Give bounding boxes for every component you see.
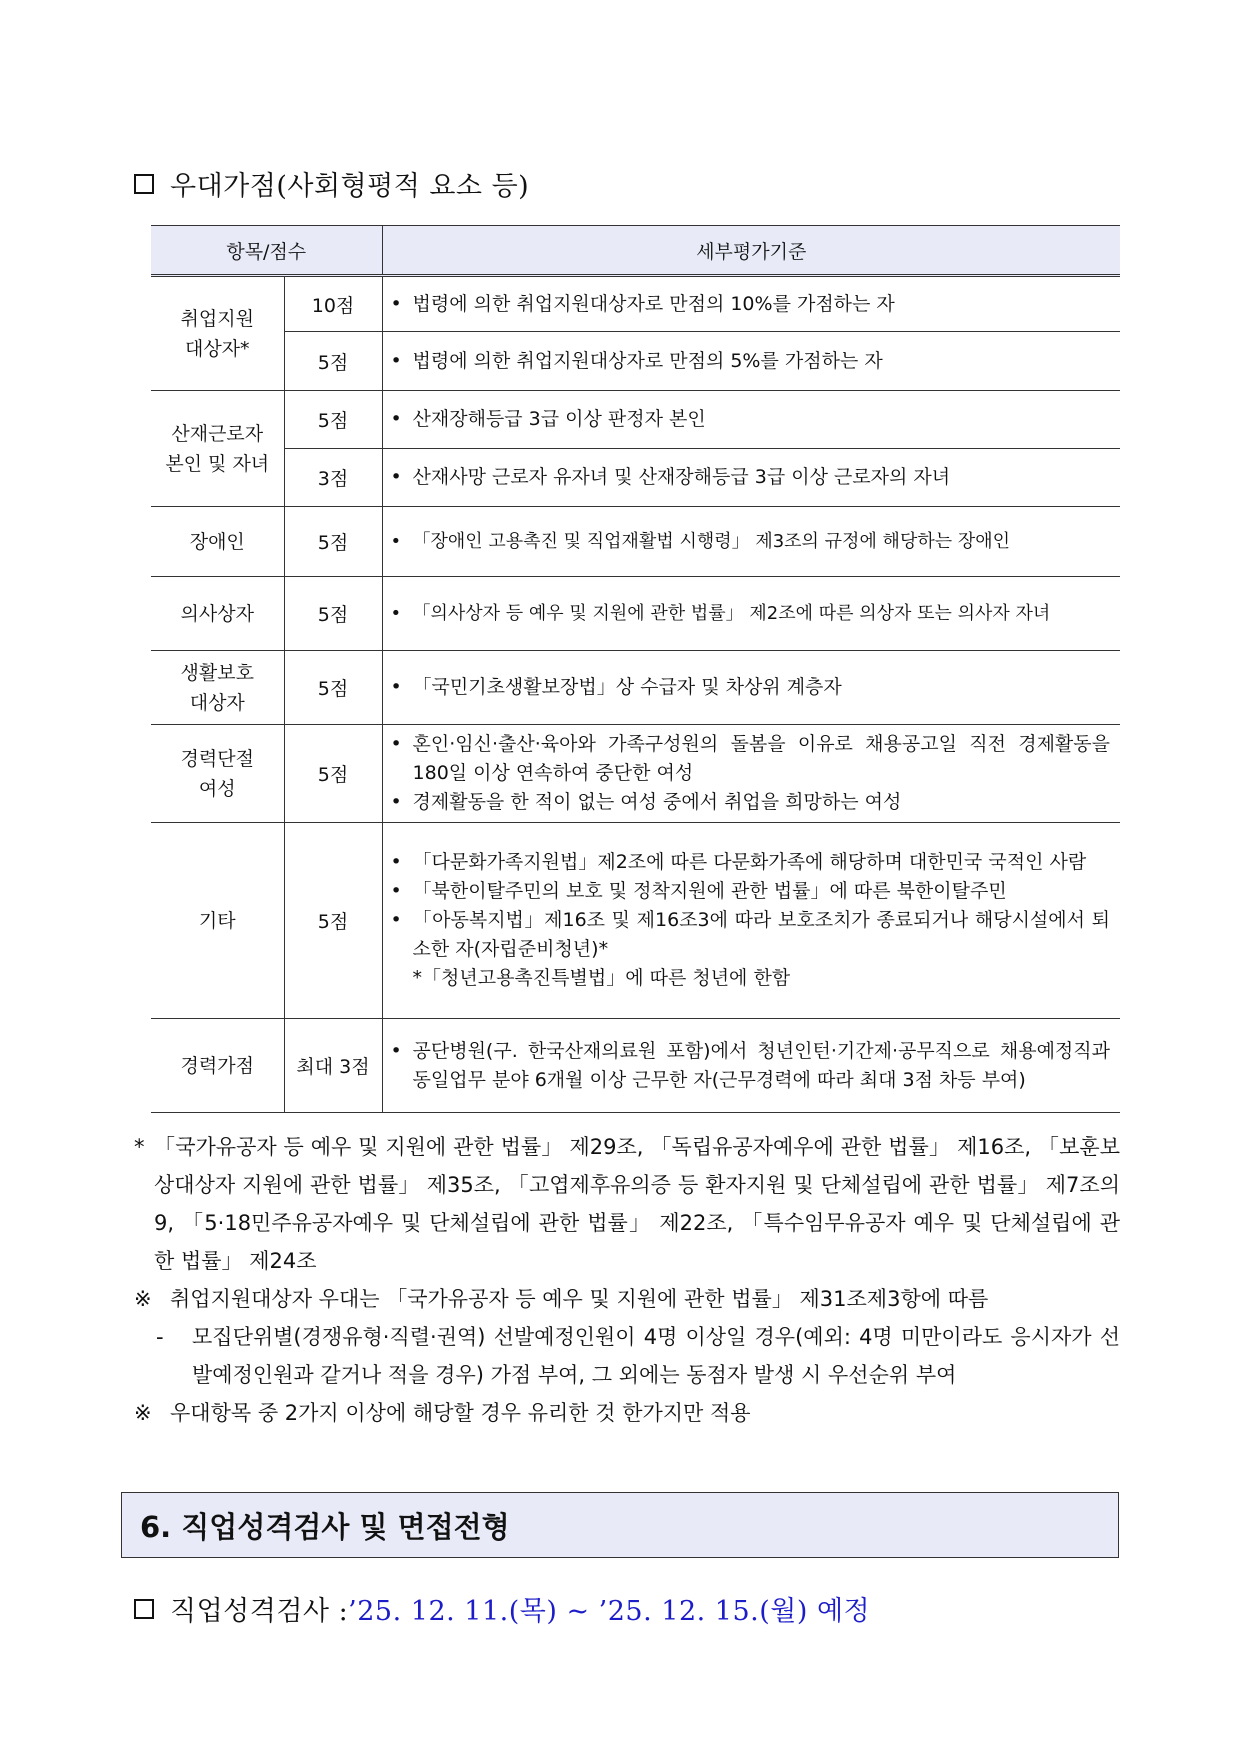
table-row xyxy=(151,332,1120,391)
score-cell: 10점 xyxy=(284,276,382,332)
preferential-points-heading xyxy=(134,164,529,203)
bullet: • xyxy=(390,349,402,372)
criteria-subnote: *「청년고용촉진특별법」에 따른 청년에 한함 xyxy=(412,967,791,989)
header-criteria: 세부평가기준 xyxy=(382,226,1120,276)
criteria-text: 「국민기초생활보장법」상 수급자 및 차상위 계층자 xyxy=(412,676,842,698)
criteria-cell xyxy=(382,725,1120,823)
note-item xyxy=(134,1280,1120,1318)
criteria-text: 법령에 의한 취업지원대상자로 만점의 10%를 가점하는 자 xyxy=(412,292,895,315)
note-text: 「국가유공자 등 예우 및 지원에 관한 법률」 제29조, 「독립유공자예우에 관한 법률」 제16조, 「보훈보상대상자 지원에 관한 법률」 제35조, 「고엽제후유의증 등 환자지원 및 단체설립에 관한 법률」 제7조의9, 「5·18민주유공자예우 및 단체설립에 관한 법률」 제22조, 「특수임무유공자 예우 및 단체설립에 관한 법률」 제24조 xyxy=(154,1135,1120,1273)
score-cell: 5점 xyxy=(284,507,382,577)
bullet: • xyxy=(390,292,402,315)
table-header-row xyxy=(151,226,1120,276)
note-item xyxy=(134,1394,1120,1432)
criteria-text: 「의사상자 등 예우 및 지원에 관한 법률」 제2조에 따른 의상자 또는 의사자 자녀 xyxy=(412,603,1051,624)
criteria-cell xyxy=(382,1019,1120,1113)
score-cell: 5점 xyxy=(284,332,382,391)
bullet: • xyxy=(390,1039,402,1062)
checkbox-square-icon xyxy=(134,1599,154,1619)
criteria-text: 경제활동을 한 적이 없는 여성 중에서 취업을 희망하는 여성 xyxy=(412,791,902,813)
bullet: • xyxy=(390,851,402,873)
bullet: • xyxy=(390,603,402,624)
bullet: • xyxy=(390,408,402,430)
note-text: 우대항목 중 2가지 이상에 해당할 경우 유리한 것 한가지만 적용 xyxy=(170,1401,751,1425)
item-disabled: 장애인 xyxy=(151,507,284,577)
bullet: • xyxy=(390,676,402,698)
table-row xyxy=(151,725,1120,823)
criteria-cell xyxy=(382,449,1120,507)
criteria-cell xyxy=(382,391,1120,449)
criteria-cell xyxy=(382,507,1120,577)
preferential-points-table xyxy=(151,225,1120,1113)
criteria-cell xyxy=(382,823,1120,1019)
criteria-text: 산재장해등급 3급 이상 판정자 본인 xyxy=(412,408,706,430)
score-cell: 5점 xyxy=(284,725,382,823)
score-cell: 5점 xyxy=(284,823,382,1019)
section-heading-text: 우대가점(사회형평적 요소 등) xyxy=(170,171,530,202)
section-6-title-box xyxy=(121,1492,1119,1558)
note-marker: ※ xyxy=(134,1401,152,1425)
table-row xyxy=(151,276,1120,332)
criteria-text: 「장애인 고용촉진 및 직업재활법 시행령」 제3조의 규정에 해당하는 장애인 xyxy=(412,531,1010,552)
item-employment-support: 취업지원 대상자* xyxy=(151,276,284,391)
criteria-text: 산재사망 근로자 유자녀 및 산재장해등급 3급 이상 근로자의 자녀 xyxy=(412,466,951,488)
table-row xyxy=(151,651,1120,725)
bullet: • xyxy=(390,909,402,931)
note-marker: ※ xyxy=(134,1287,152,1311)
note-item xyxy=(134,1318,1120,1394)
checkbox-square-icon xyxy=(134,174,154,194)
table-row xyxy=(151,391,1120,449)
item-other: 기타 xyxy=(151,823,284,1019)
criteria-text: 법령에 의한 취업지원대상자로 만점의 5%를 가점하는 자 xyxy=(412,349,883,372)
item-righteous-person: 의사상자 xyxy=(151,577,284,651)
criteria-text: 혼인·임신·출산·육아와 가족구성원의 돌봄을 이유로 채용공고일 직전 경제활동을 180일 이상 연속하여 중단한 여성 xyxy=(412,733,1110,784)
bullet: • xyxy=(390,531,402,552)
item-welfare-recipient: 생활보호 대상자 xyxy=(151,651,284,725)
score-cell: 최대 3점 xyxy=(284,1019,382,1113)
score-cell: 5점 xyxy=(284,651,382,725)
score-cell: 5점 xyxy=(284,577,382,651)
section-6-title: 6. 직업성격검사 및 면접전형 xyxy=(140,1509,510,1544)
criteria-text: 「다문화가족지원법」제2조에 따른 다문화가족에 해당하며 대한민국 국적인 사람 xyxy=(412,851,1087,873)
item-career-break-women: 경력단절 여성 xyxy=(151,725,284,823)
note-text: 모집단위별(경쟁유형·직렬·권역) 선발예정인원이 4명 이상일 경우(예외: 4명 미만이라도 응시자가 선발예정인원과 같거나 적을 경우) 가점 부여, 그 외에는 동점자 발생 시 우선순위 부여 xyxy=(192,1325,1120,1387)
bullet: • xyxy=(390,733,402,755)
criteria-text: 공단병원(구. 한국산재의료원 포함)에서 청년인턴·기간제·공무직으로 채용예정직과 동일업무 분야 6개월 이상 근무한 자(근무경력에 따라 최대 3점 차등 부여) xyxy=(412,1039,1110,1091)
note-marker: - xyxy=(156,1325,164,1349)
notes-section xyxy=(134,1128,1120,1432)
score-cell: 5점 xyxy=(284,391,382,449)
item-industrial-accident: 산재근로자 본인 및 자녀 xyxy=(151,391,284,507)
table-row xyxy=(151,507,1120,577)
table-row xyxy=(151,823,1120,1019)
schedule-label: 직업성격검사 : xyxy=(170,1596,349,1627)
bullet: • xyxy=(390,791,402,813)
criteria-text: 「북한이탈주민의 보호 및 정착지원에 관한 법률」에 따른 북한이탈주민 xyxy=(412,880,1007,902)
note-text: 취업지원대상자 우대는 「국가유공자 등 예우 및 지원에 관한 법률」 제31조제3항에 따름 xyxy=(170,1287,989,1311)
bullet: • xyxy=(390,880,402,902)
criteria-cell xyxy=(382,332,1120,391)
criteria-cell xyxy=(382,651,1120,725)
note-item xyxy=(134,1128,1120,1280)
criteria-text: 「아동복지법」제16조 및 제16조3에 따라 보호조치가 종료되거나 해당시설에서 퇴소한 자(자립준비청년)* xyxy=(412,909,1110,960)
table-row xyxy=(151,1019,1120,1113)
score-cell: 3점 xyxy=(284,449,382,507)
table-row xyxy=(151,577,1120,651)
criteria-cell xyxy=(382,577,1120,651)
header-item-score: 항목/점수 xyxy=(151,226,382,276)
criteria-cell xyxy=(382,276,1120,332)
note-marker: * xyxy=(134,1135,145,1159)
bullet: • xyxy=(390,466,402,488)
item-career-points: 경력가점 xyxy=(151,1019,284,1113)
schedule-period: ’25. 12. 11.(목) ~ ’25. 12. 15.(월) 예정 xyxy=(348,1596,871,1627)
table-row xyxy=(151,449,1120,507)
aptitude-test-schedule xyxy=(134,1589,870,1628)
